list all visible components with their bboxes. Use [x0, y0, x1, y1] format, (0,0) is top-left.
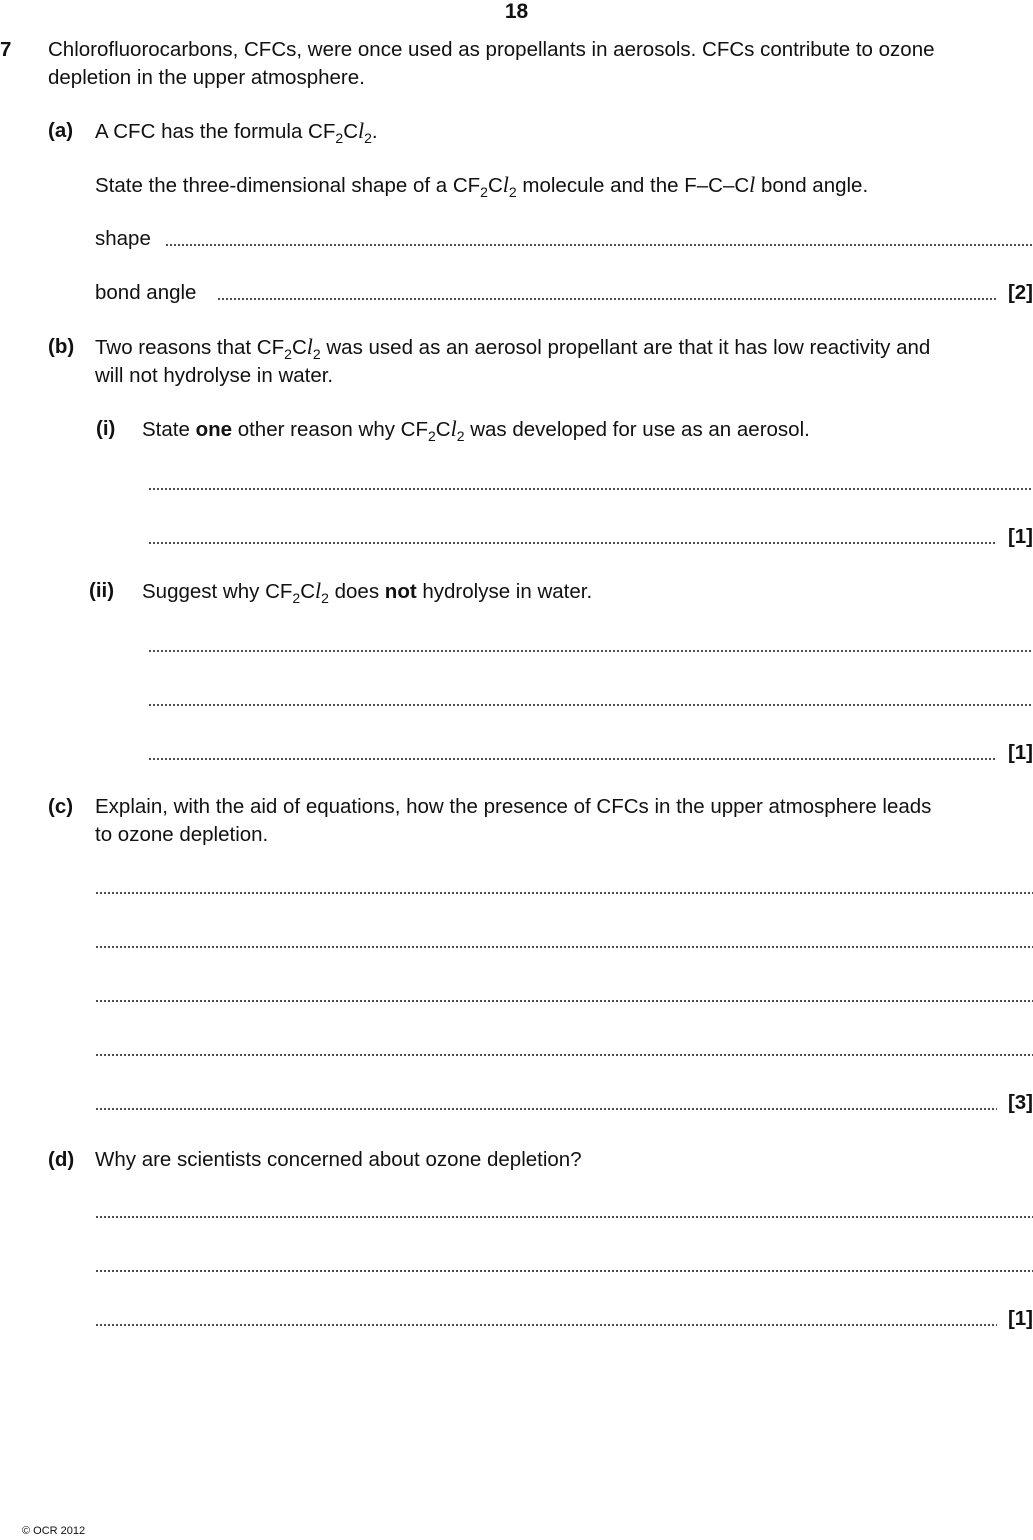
mark-allocation: [1]: [1007, 741, 1033, 764]
part-a-label: (a): [48, 119, 74, 142]
question-intro: [48, 36, 1033, 92]
subscript: 2: [508, 184, 517, 200]
answer-line[interactable]: [95, 891, 1033, 895]
answer-line-shape[interactable]: [165, 243, 1033, 247]
text: was used as an aerosol propellant are that it has low reactivity and: [320, 336, 931, 359]
answer-line-bond-angle[interactable]: [217, 297, 997, 301]
part-d-label: (d): [48, 1148, 75, 1171]
part-b-line-1: [95, 333, 1033, 362]
mark-allocation: [1]: [1007, 525, 1033, 548]
part-b-line-2: will not hydrolyse in water.: [95, 364, 334, 387]
text: hydrolyse in water.: [416, 580, 593, 603]
answer-line[interactable]: [95, 1107, 997, 1111]
text: C: [435, 418, 451, 441]
answer-line[interactable]: [95, 1053, 1033, 1057]
mark-allocation: [3]: [1007, 1091, 1033, 1114]
subscript: 2: [312, 346, 321, 362]
answer-line[interactable]: [148, 757, 997, 761]
text: bond angle.: [755, 174, 869, 197]
page-number: 18: [504, 0, 529, 23]
answer-line[interactable]: [148, 703, 1033, 707]
part-b-ii-text: [142, 577, 592, 606]
answer-line[interactable]: [95, 945, 1033, 949]
part-c-line-2: to ozone depletion.: [95, 823, 269, 846]
subscript: 2: [284, 346, 292, 362]
part-c-text: [95, 793, 1033, 849]
text: l: [358, 118, 365, 143]
text: State the three-dimensional shape of a CF: [95, 174, 481, 197]
text: C: [343, 120, 358, 143]
text: molecule and the F–C–C: [516, 174, 750, 197]
text: other reason why CF: [232, 418, 428, 441]
subscript: 2: [335, 130, 344, 146]
subscript: 2: [428, 428, 436, 444]
answer-line[interactable]: [148, 541, 997, 545]
subscript: 2: [456, 428, 465, 444]
text: l: [749, 172, 756, 197]
subscript: 2: [292, 590, 301, 606]
mark-allocation: [2]: [1007, 281, 1033, 304]
part-b-i-label: (i): [96, 417, 116, 440]
part-b-i-text: [142, 415, 810, 444]
answer-line[interactable]: [95, 1269, 1033, 1273]
subscript: 2: [480, 184, 488, 200]
text: Two reasons that CF: [95, 336, 285, 359]
part-b-label: (b): [48, 335, 75, 358]
mark-allocation: [1]: [1007, 1307, 1033, 1330]
part-c-line-1: Explain, with the aid of equations, how the presence of CFCs in the upper atmosphere leads: [95, 795, 932, 818]
part-a-instruction: [95, 171, 868, 200]
intro-line-2: depletion in the upper atmosphere.: [48, 66, 365, 89]
text: C: [291, 336, 307, 359]
copyright-footer: © OCR 2012: [22, 1525, 86, 1537]
bond-angle-label: bond angle: [95, 281, 197, 304]
part-a-formula: [95, 117, 378, 146]
text: C: [300, 580, 316, 603]
part-c-label: (c): [48, 795, 74, 818]
part-b-ii-label: (ii): [89, 579, 115, 602]
text: l: [450, 416, 457, 441]
text: l: [306, 334, 313, 359]
text: does: [328, 580, 385, 603]
emphasis: one: [195, 418, 233, 441]
text: l: [315, 578, 322, 603]
text: was developed for use as an aerosol.: [464, 418, 810, 441]
text: Suggest why CF: [142, 580, 293, 603]
intro-line-1: Chlorofluorocarbons, CFCs, were once used as propellants in aerosols. CFCs contribute to ozone: [48, 38, 935, 61]
subscript: 2: [321, 590, 329, 606]
answer-line[interactable]: [148, 649, 1033, 653]
part-b-text: [95, 333, 1033, 390]
answer-line[interactable]: [148, 487, 1033, 491]
text: .: [371, 120, 378, 143]
question-number: 7: [0, 38, 12, 61]
emphasis: not: [384, 580, 417, 603]
text: State: [142, 418, 196, 441]
text: l: [502, 172, 509, 197]
answer-line[interactable]: [95, 1215, 1033, 1219]
answer-line[interactable]: [95, 999, 1033, 1003]
part-d-question: Why are scientists concerned about ozone depletion?: [95, 1148, 582, 1171]
shape-label: shape: [95, 227, 151, 250]
text: A CFC has the formula CF: [95, 120, 336, 143]
answer-line[interactable]: [95, 1323, 997, 1327]
text: C: [487, 174, 503, 197]
subscript: 2: [364, 130, 372, 146]
